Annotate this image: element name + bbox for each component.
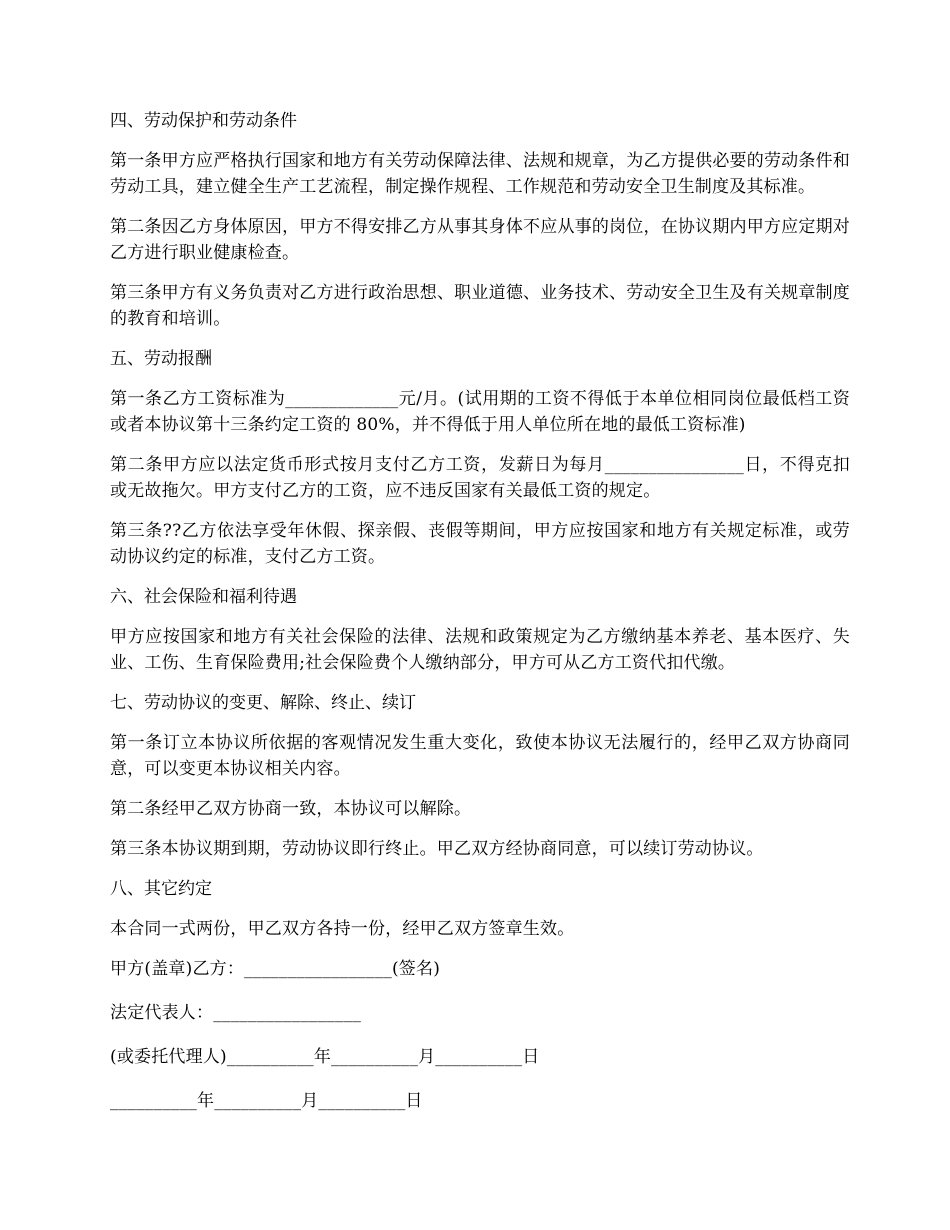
section-heading-social-insurance: 六、社会保险和福利待遇 <box>110 587 297 607</box>
signature-party-line: 甲方(盖章)乙方：_________________(签名) <box>110 959 441 979</box>
section-heading-agreement-changes: 七、劳动协议的变更、解除、终止、续订 <box>110 693 416 713</box>
paragraph-protection-article-2: 第二条因乙方身体原因，甲方不得安排乙方从事其身体不应从事的岗位，在协议期内甲方应定期对乙方进行职业健康检查。 <box>110 217 850 263</box>
section-heading-remuneration: 五、劳动报酬 <box>110 349 212 369</box>
document-page <box>110 108 850 1128</box>
paragraph-social-insurance: 甲方应按国家和地方有关社会保险的法律、法规和政策规定为乙方缴纳基本养老、基本医疗、失业、工伤、生育保险费用;社会保险费个人缴纳部分，甲方可从乙方工资代扣代缴。 <box>110 627 850 673</box>
legal-representative-line: 法定代表人：_________________ <box>110 1003 362 1023</box>
paragraph-copies: 本合同一式两份，甲乙双方各持一份，经甲乙双方签章生效。 <box>110 919 575 939</box>
agent-date-line: (或委托代理人)__________年__________月__________日 <box>110 1047 540 1067</box>
date-line: __________年__________月__________日 <box>110 1091 423 1111</box>
paragraph-remuneration-article-2: 第二条甲方应以法定货币形式按月支付乙方工资，发薪日为每月________________日，不得克扣或无故拖欠。甲方支付乙方的工资，应不违反国家有关最低工资的规定。 <box>110 455 850 501</box>
paragraph-changes-article-1: 第一条订立本协议所依据的客观情况发生重大变化，致使本协议无法履行的，经甲乙双方协商同意，可以变更本协议相关内容。 <box>110 733 850 779</box>
paragraph-protection-article-3: 第三条甲方有义务负责对乙方进行政治思想、职业道德、业务技术、劳动安全卫生及有关规章制度的教育和培训。 <box>110 283 850 329</box>
section-heading-other-terms: 八、其它约定 <box>110 879 212 899</box>
paragraph-changes-article-2: 第二条经甲乙双方协商一致，本协议可以解除。 <box>110 799 472 819</box>
section-heading-labor-protection: 四、劳动保护和劳动条件 <box>110 111 297 131</box>
paragraph-protection-article-1: 第一条甲方应严格执行国家和地方有关劳动保障法律、法规和规章，为乙方提供必要的劳动条件和劳动工具，建立健全生产工艺流程，制定操作规程、工作规范和劳动安全卫生制度及其标准。 <box>110 151 850 197</box>
paragraph-remuneration-article-1: 第一条乙方工资标准为_____________元/月。(试用期的工资不得低于本单位相同岗位最低档工资或者本协议第十三条约定工资的 80%，并不得低于用人单位所在地的最低工资标准) <box>110 389 850 435</box>
paragraph-remuneration-article-3: 第三条??乙方依法享受年休假、探亲假、丧假等期间，甲方应按国家和地方有关规定标准，或劳动协议约定的标准，支付乙方工资。 <box>110 521 850 567</box>
paragraph-changes-article-3: 第三条本协议期到期，劳动协议即行终止。甲乙双方经协商同意，可以续订劳动协议。 <box>110 839 764 859</box>
